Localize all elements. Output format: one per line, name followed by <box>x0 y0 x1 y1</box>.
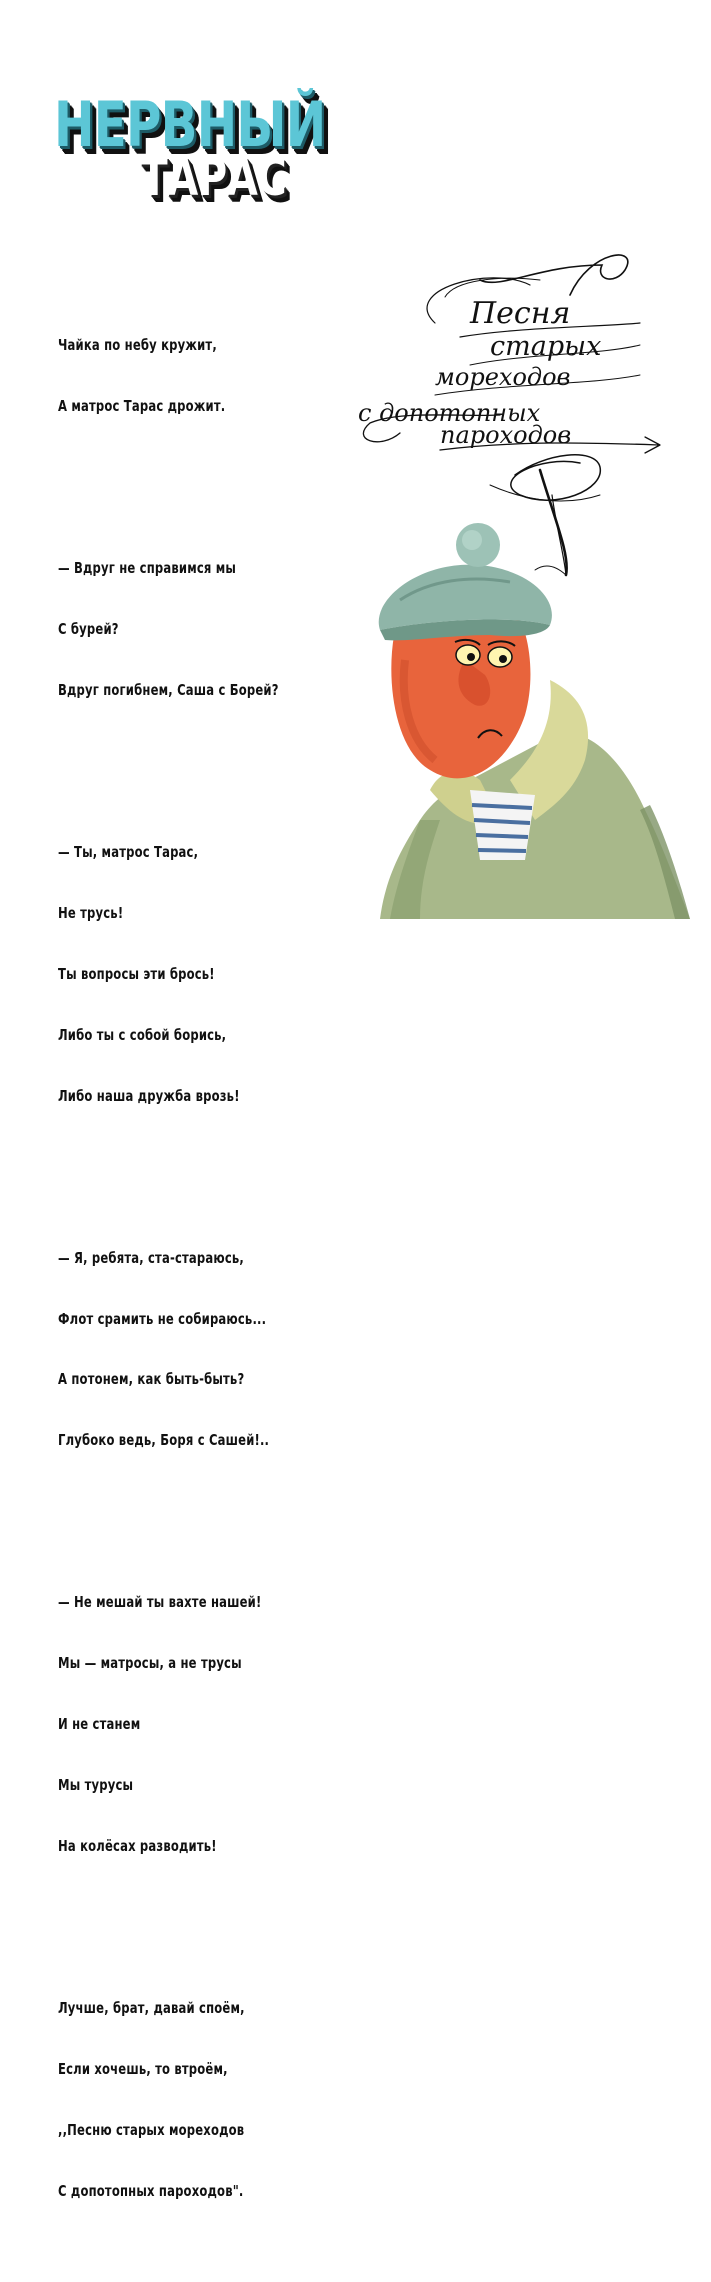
poem-line: На колёсах разводить! <box>58 1836 217 1855</box>
subtitle-line-3: мореходов <box>435 363 571 391</box>
poem-stanza <box>58 1552 316 1897</box>
poem-stanza <box>58 295 316 457</box>
poem-line: Глубоко ведь, Боря с Сашей!.. <box>58 1431 270 1450</box>
page-title-line-2: ТАРАС <box>140 148 287 208</box>
subtitle-line-4: с допотопных <box>358 399 541 427</box>
poem-line: Либо наша дружба врозь! <box>58 1086 240 1105</box>
poem-line: Чайка по небу кружит, <box>58 336 217 355</box>
subtitle-line-2: старых <box>490 331 602 362</box>
poem-line: Флот срамить не собираюсь... <box>58 1309 267 1328</box>
subtitle-line-1: Песня <box>470 296 571 331</box>
poem-line: С допотопных пароходов". <box>58 2181 244 2200</box>
poem-stanza <box>58 1207 316 1491</box>
poem-line: И не станем <box>58 1715 141 1734</box>
poem-line: Лучше, брат, давай споём, <box>58 1999 245 2018</box>
poem-line: Мы — матросы, а не трусы <box>58 1654 242 1673</box>
poem <box>58 254 316 2282</box>
page-title-line-1: НЕРВНЫЙ <box>54 88 326 161</box>
poem-line: А потонем, как быть-быть? <box>58 1370 245 1389</box>
poem-line: С бурей? <box>58 620 119 639</box>
poem-line: Если хочешь, то втроём, <box>58 2059 228 2078</box>
poem-stanza <box>58 518 316 741</box>
poem-line: — Ты, матрос Тарас, <box>58 843 199 862</box>
poem-line: А матрос Тарас дрожит. <box>58 397 226 416</box>
poem-line: Либо ты с собой борись, <box>58 1025 227 1044</box>
subtitle-line-5: пароходов <box>440 421 572 449</box>
sailor-illustration-icon <box>360 520 711 919</box>
poem-line: Вдруг погибнем, Саша с Борей? <box>58 680 279 699</box>
poem-line: Не трусь! <box>58 903 124 922</box>
poem-stanza <box>58 801 316 1146</box>
poem-line: — Не мешай ты вахте нашей! <box>58 1593 262 1612</box>
poem-stanza <box>58 1957 316 2241</box>
poem-line: Ты вопросы эти брось! <box>58 964 215 983</box>
poem-line: Мы турусы <box>58 1776 134 1795</box>
poem-line: ,,Песню старых мореходов <box>58 2120 245 2139</box>
poem-line: — Я, ребята, ста-стараюсь, <box>58 1248 244 1267</box>
poem-line: — Вдруг не справимся мы <box>58 559 237 578</box>
